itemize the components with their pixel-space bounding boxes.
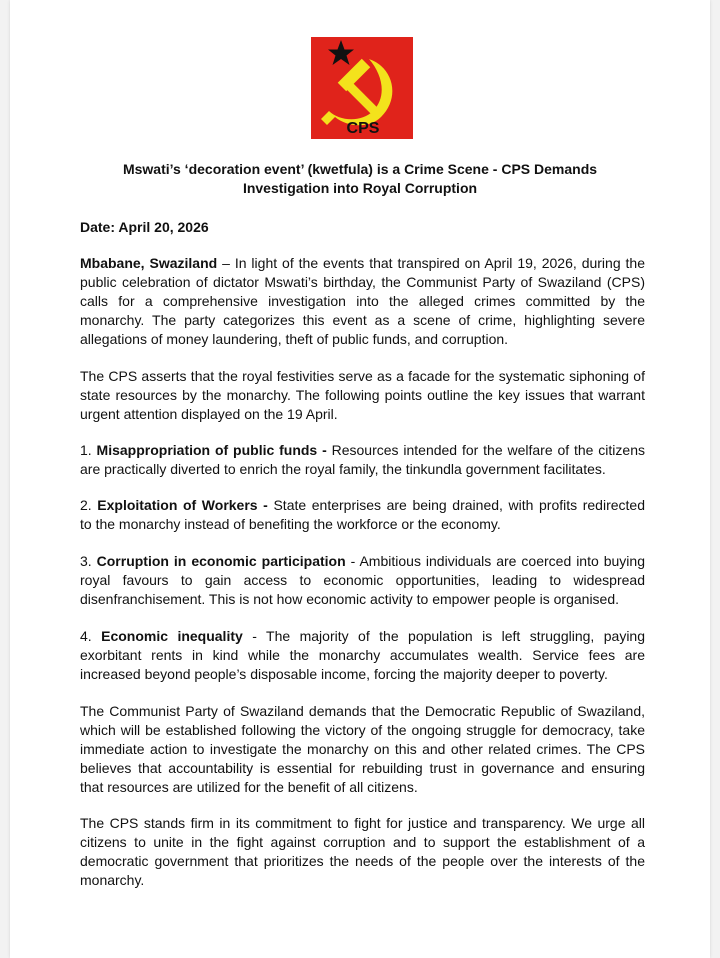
- document-title: [50, 160, 670, 198]
- intro-paragraph: Mbabane, Swaziland – In light of the events that transpired on April 19, 2026, during the public celebration of dictator Mswati’s birthday, the Communist Party of Swaziland (CPS) calls for a comprehensive investigation into the alleged crimes committed by the monarchy. The party categorizes this event as a scene of crime, highlighting severe allegations of money laundering, theft of public funds, and corruption.: [80, 255, 646, 347]
- dateline: Mbabane, Swaziland: [80, 255, 218, 271]
- list-item-1: 1. Misappropriation of public funds - Resources intended for the welfare of the citizens are practically diverted to enrich the royal family, the tinkundla government facilitates.: [80, 442, 645, 477]
- list-item-heading: Exploitation of Workers -: [97, 497, 268, 513]
- document-date: Date: April 20, 2026: [80, 219, 209, 235]
- list-item-heading: Economic inequality: [101, 628, 243, 644]
- hammer-sickle-icon: [311, 37, 413, 139]
- assertion-paragraph: The CPS asserts that the royal festivities serve as a facade for the systematic siphoning of state resources by the monarchy. The following points outline the key issues that warrant urgent attention displayed on the 19 April.: [80, 368, 645, 422]
- cps-logo: [311, 37, 413, 139]
- list-item-4: 4. Economic inequality - The majority of the population is left struggling, paying exorbitant rents in kind while the monarchy accumulates wealth. Service fees are increased beyond people’s disposable income, forcing the majority deeper to poverty.: [80, 628, 645, 682]
- title-line-1: Mswati’s ‘decoration event’ (kwetfula) is a Crime Scene - CPS Demands: [122, 161, 598, 177]
- demand-paragraph: The Communist Party of Swaziland demands that the Democratic Republic of Swaziland, which will be established following the victory of the ongoing struggle for democracy, take immediate action to investigate the monarchy on this and other related crimes. The CPS believes that accountability is essential for rebuilding trust in governance and ensuring that resources are utilized for the benefit of all citizens.: [80, 703, 645, 795]
- title-line-2: Investigation into Royal Corruption: [242, 180, 478, 196]
- list-item-heading: Corruption in economic participation: [96, 553, 346, 569]
- document-page: [10, 0, 710, 958]
- list-item-3: 3. Corruption in economic participation - Ambitious individuals are coerced into buying royal favours to gain access to economic opportunities, leading to widespread disenfranchisement. This is not how economic activity to empower people is organised.: [80, 553, 645, 607]
- list-item-heading: Misappropriation of public funds -: [96, 442, 327, 458]
- logo-text: CPS: [346, 120, 380, 137]
- closing-paragraph: The CPS stands firm in its commitment to fight for justice and transparency. We urge all citizens to unite in the fight against corruption and to support the establishment of a democratic government that prioritizes the needs of the people over the interests of the monarchy.: [80, 815, 645, 888]
- list-item-2: 2. Exploitation of Workers - State enterprises are being drained, with profits redirected to the monarchy instead of benefiting the workforce or the economy.: [80, 497, 645, 532]
